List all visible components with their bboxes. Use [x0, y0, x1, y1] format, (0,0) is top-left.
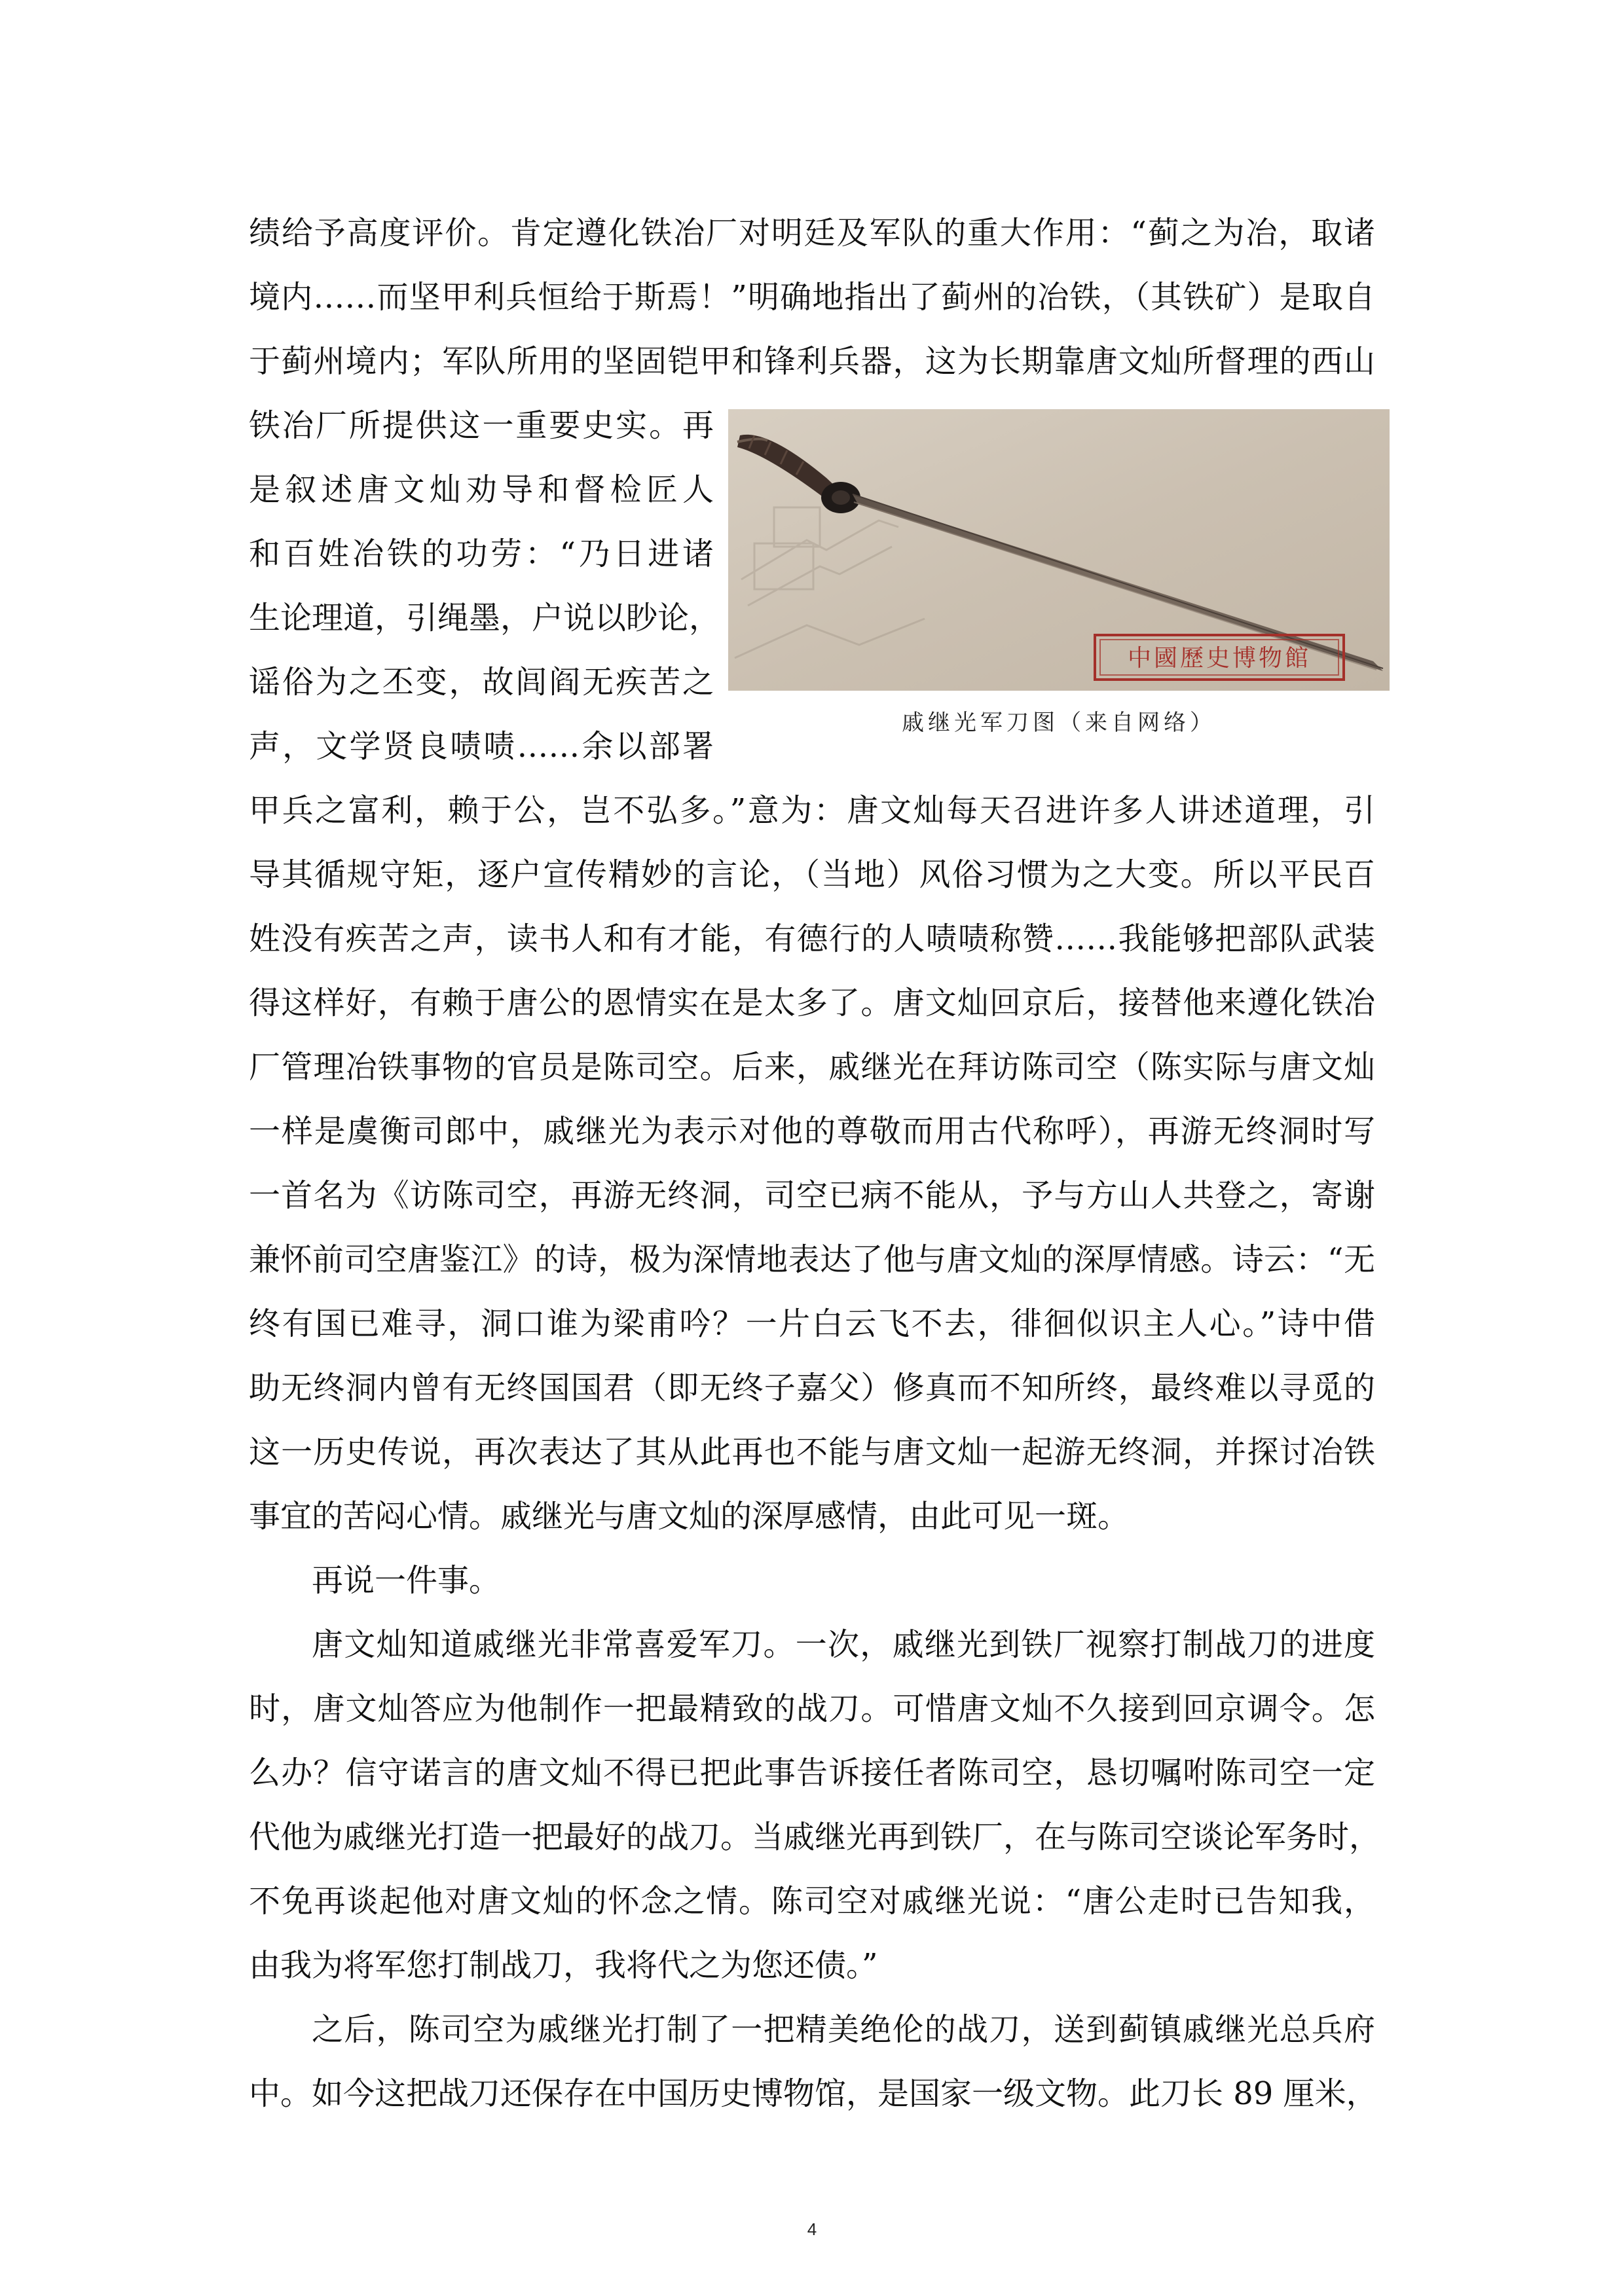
page-number: 4: [807, 2219, 817, 2239]
text-line: 事宜的苦闷心情。戚继光与唐文灿的深厚感情，由此可见一斑。: [249, 1498, 1130, 1535]
text-line: 终有国已难寻，洞口谁为梁甫吟？一片白云飞不去，徘徊似识主人心。”诗中借: [249, 1305, 1375, 1342]
sword-image: [728, 409, 1390, 691]
text-line: 代他为戚继光打造一把最好的战刀。当戚继光再到铁厂，在与陈司空谈论军务时，: [249, 1819, 1381, 1855]
text-line: 助无终洞内曾有无终国国君（即无终子嘉父）修真而不知所终，最终难以寻觅的: [249, 1370, 1375, 1406]
text-line: 是叙述唐文灿劝导和督检匠人: [249, 471, 714, 508]
text-line: 这一历史传说，再次表达了其从此再也不能与唐文灿一起游无终洞，并探讨冶铁: [249, 1434, 1375, 1470]
text-line: 厂管理冶铁事物的官员是陈司空。后来，戚继光在拜访陈司空（陈实际与唐文灿: [249, 1049, 1375, 1085]
text-line: 时，唐文灿答应为他制作一把最精致的战刀。可惜唐文灿不久接到回京调令。怎: [249, 1690, 1375, 1727]
text-line: 么办？信守诺言的唐文灿不得已把此事告诉接任者陈司空，恳切嘱咐陈司空一定: [249, 1755, 1375, 1791]
text-line: 声，文学贤良啧啧……余以部署: [249, 728, 714, 765]
text-line: 兼怀前司空唐鉴江》的诗，极为深情地表达了他与唐文灿的深厚情感。诗云：“无: [249, 1241, 1375, 1278]
text-line: 铁冶厂所提供这一重要史实。再: [249, 407, 714, 444]
text-line: 绩给予高度评价。肯定遵化铁冶厂对明廷及军队的重大作用：“蓟之为冶，取诸: [249, 215, 1375, 251]
text-line: 一样是虞衡司郎中，戚继光为表示对他的尊敬而用古代称呼），再游无终洞时写: [249, 1113, 1375, 1150]
text-line: 甲兵之富利，赖于公，岂不弘多。”意为：唐文灿每天召进许多人讲述道理，引: [249, 792, 1375, 829]
text-line: 导其循规守矩，逐户宣传精妙的言论，（当地）风俗习惯为之大变。所以平民百: [249, 856, 1375, 893]
text-line: 姓没有疾苦之声，读书人和有才能，有德行的人啧啧称赞……我能够把部队武装: [249, 920, 1375, 957]
text-line: 生论理道，引绳墨，户说以眇论，: [249, 600, 721, 636]
text-line: 境内……而坚甲利兵恒给于斯焉！”明确地指出了蓟州的冶铁，（其铁矿）是取自: [249, 279, 1375, 316]
museum-stamp-text: 中國歷史博物館: [1127, 645, 1312, 672]
text-line: 得这样好，有赖于唐公的恩情实在是太多了。唐文灿回京后，接替他来遵化铁冶: [249, 985, 1375, 1021]
text-line: 和百姓冶铁的功劳：“乃日进诸: [249, 536, 714, 572]
text-line: 再说一件事。: [312, 1562, 501, 1599]
figure-caption: 戚继光军刀图（来自网络）: [902, 710, 1216, 736]
sword-figure: [728, 409, 1390, 691]
text-line: 之后，陈司空为戚继光打制了一把精美绝伦的战刀，送到蓟镇戚继光总兵府: [312, 2011, 1375, 2048]
text-line: 中。如今这把战刀还保存在中国历史博物馆，是国家一级文物。此刀长 89 厘米，: [249, 2075, 1378, 2112]
text-line: 于蓟州境内；军队所用的坚固铠甲和锋利兵器，这为长期靠唐文灿所督理的西山: [249, 343, 1375, 380]
text-line: 唐文灿知道戚继光非常喜爱军刀。一次，戚继光到铁厂视察打制战刀的进度: [312, 1626, 1375, 1663]
text-line: 不免再谈起他对唐文灿的怀念之情。陈司空对戚继光说：“唐公走时已告知我，: [249, 1883, 1375, 1920]
text-line: 谣俗为之丕变，故闾阎无疾苦之: [249, 664, 714, 701]
text-line: 由我为将军您打制战刀，我将代之为您还债。”: [249, 1947, 878, 1984]
text-line: 一首名为《访陈司空，再游无终洞，司空已病不能从，予与方山人共登之，寄谢: [249, 1177, 1375, 1214]
